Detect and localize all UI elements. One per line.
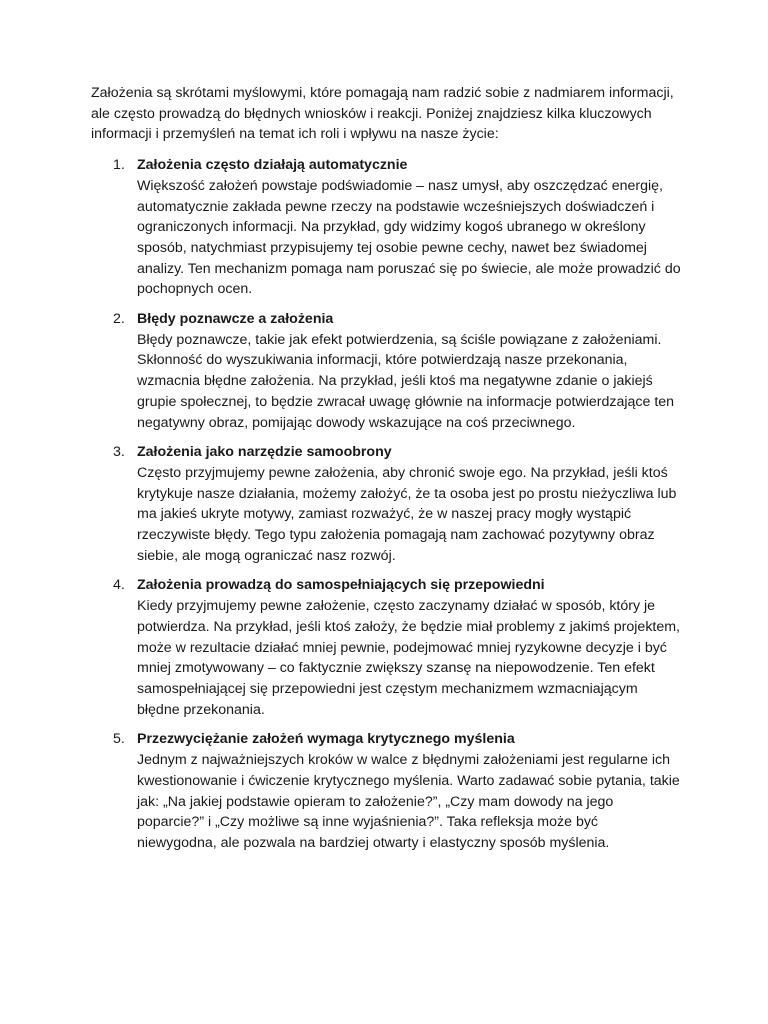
list-item-body: Kiedy przyjmujemy pewne założenie, często zaczynamy działać w sposób, który je potwierdza. Na przykład, jeśli ktoś założy, że będzie miał problemy z jakimś projektem, może w rezultacie działać mniej pewnie, podejmować mniej ryzykowne decyzje i być mniej zmotywowany – co faktycznie zwiększy szansę na niepowodzenie. Ten efekt samospełniającej się przepowiedni jest częstym mechanizmem wzmacniającym błędne przekonania.: [137, 598, 681, 718]
list-item: [91, 442, 681, 566]
list-item-title: Przezwyciężanie założeń wymaga krytycznego myślenia: [137, 731, 515, 748]
list-item-title: Założenia jako narzędzie samoobrony: [137, 444, 392, 461]
list-item: [91, 155, 681, 300]
intro-paragraph: Założenia są skrótami myślowymi, które pomagają nam radzić sobie z nadmiarem informacji, ale często prowadzą do błędnych wniosków i reakcji. Poniżej znajdziesz kilka kluczowych informacji i przemyśleń na temat ich roli i wpływu na nasze życie:: [91, 85, 674, 143]
list-item-number: 2.: [113, 311, 125, 328]
list-item-number: 1.: [113, 157, 125, 174]
list-item-number: 4.: [113, 577, 125, 594]
list-item-body: Jednym z najważniejszych kroków w walce z błędnymi założeniami jest regularne ich kwestionowanie i ćwiczenie krytycznego myślenia. Warto zadawać sobie pytania, takie jak: „Na jakiej podstawie opieram to założenie?”, „Czy mam dowody na jego poparcie?” i „Czy możliwe są inne wyjaśnienia?”. Taka refleksja może być niewygodna, ale pozwala na bardziej otwarty i elastyczny sposób myślenia.: [137, 752, 680, 851]
list-item-number: 3.: [113, 444, 125, 461]
list-item-number: 5.: [113, 731, 125, 748]
list-item: [91, 309, 681, 433]
list-item-title: Błędy poznawcze a założenia: [137, 311, 334, 328]
list-item-body: Często przyjmujemy pewne założenia, aby chronić swoje ego. Na przykład, jeśli ktoś krytykuje nasze działania, możemy założyć, że ta osoba jest po prostu nieżyczliwa lub ma jakieś ukryte motywy, zamiast rozważyć, że w naszej pracy mogły wystąpić rzeczywiste błędy. Tego typu założenia pomagają nam zachować pozytywny obraz siebie, ale mogą ograniczać nasz rozwój.: [137, 464, 677, 564]
list-item: [91, 729, 681, 853]
list-item-title: Założenia prowadzą do samospełniających się przepowiedni: [137, 577, 545, 594]
list-item: [91, 575, 681, 720]
list-item-body: Błędy poznawcze, takie jak efekt potwierdzenia, są ściśle powiązane z założeniami. Skłonność do wyszukiwania informacji, które potwierdzają nasze przekonania, wzmacnia błędne założenia. Na przykład, jeśli ktoś ma negatywne zdanie o jakiejś grupie społecznej, to będzie zwracał uwagę głównie na informacje potwierdzające ten negatywny obraz, pomijając dowody wskazujące na coś przeciwnego.: [137, 331, 675, 431]
numbered-list: [91, 155, 681, 854]
list-item-body: Większość założeń powstaje podświadomie – nasz umysł, aby oszczędzać energię, automatycznie zakłada pewne rzeczy na podstawie wcześniejszych doświadczeń i ograniczonych informacji. Na przykład, gdy widzimy kogoś ubranego w określony sposób, natychmiast przypisujemy tej osobie pewne cechy, nawet bez świadomej analizy. Ten mechanizm pomaga nam poruszać się po świecie, ale może prowadzić do pochopnych ocen.: [137, 177, 681, 298]
document-content: [91, 83, 681, 863]
list-item-title: Założenia często działają automatycznie: [137, 157, 408, 174]
